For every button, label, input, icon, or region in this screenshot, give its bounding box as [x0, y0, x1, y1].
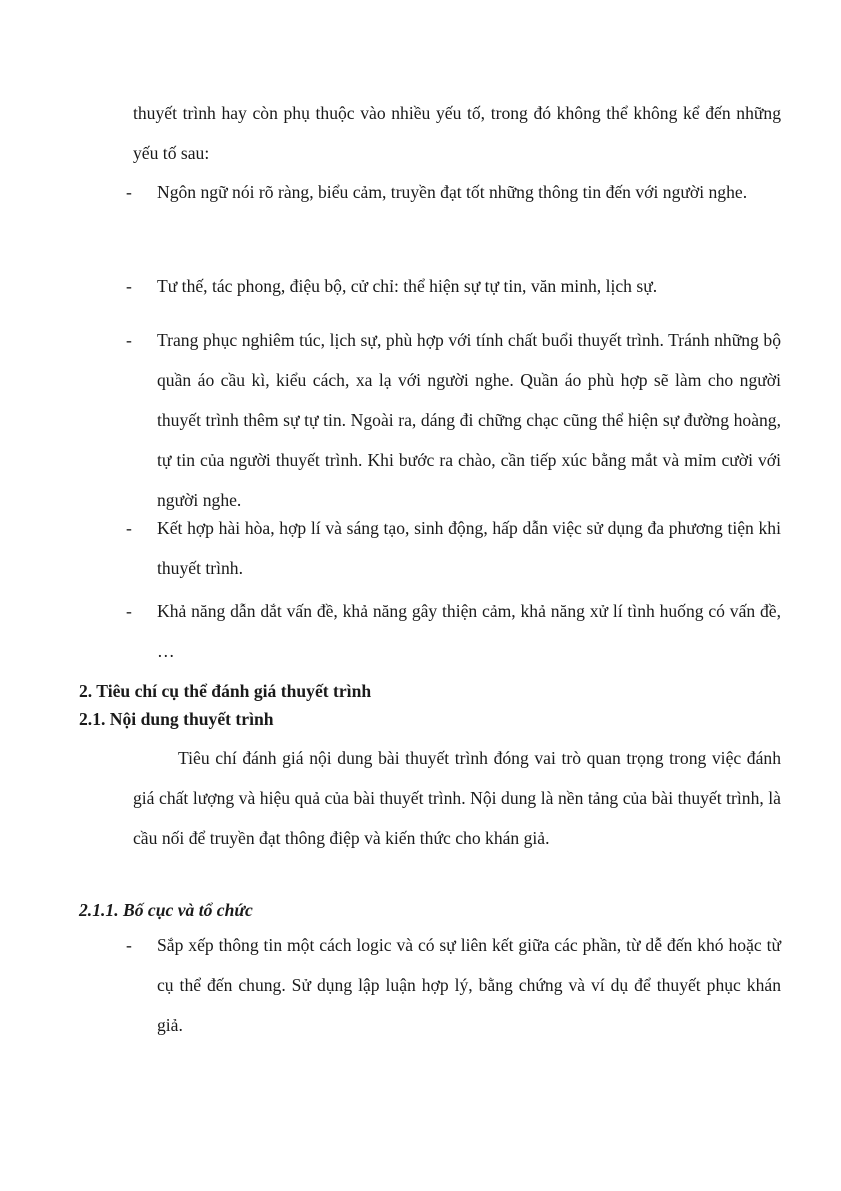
list-item — [126, 320, 781, 520]
bullet-dash: - — [126, 276, 132, 296]
list-item — [126, 925, 781, 1045]
section-heading: 2. Tiêu chí cụ thể đánh giá thuyết trình — [79, 681, 372, 701]
intro-paragraph: thuyết trình hay còn phụ thuộc vào nhiều yếu tố, trong đó không thể không kể đến những yếu tố sau: — [133, 103, 781, 163]
list-item-text: Ngôn ngữ nói rõ ràng, biểu cảm, truyền đạt tốt những thông tin đến với người nghe. — [157, 182, 748, 202]
list-item-text: Tư thế, tác phong, điệu bộ, cử chỉ: thể hiện sự tự tin, văn minh, lịch sự. — [157, 276, 658, 296]
bullet-dash: - — [126, 518, 132, 538]
bullet-dash: - — [126, 182, 132, 202]
list-item-text: Kết hợp hài hòa, hợp lí và sáng tạo, sinh động, hấp dẫn việc sử dụng đa phương tiện khi thuyết trình. — [157, 518, 781, 578]
list-item-text: Khả năng dẫn dắt vấn đề, khả năng gây thiện cảm, khả năng xử lí tình huống có vấn đề, … — [157, 601, 781, 661]
list-item — [126, 172, 781, 212]
bullet-dash: - — [126, 935, 132, 955]
subsection-heading: 2.1. Nội dung thuyết trình — [79, 709, 274, 729]
subsubsection-heading: 2.1.1. Bố cục và tổ chức — [79, 900, 253, 920]
list-item — [126, 508, 781, 588]
list-item — [126, 266, 781, 306]
list-item — [126, 591, 781, 671]
bullet-dash: - — [126, 601, 132, 621]
list-item-text: Sắp xếp thông tin một cách logic và có sự liên kết giữa các phần, từ dễ đến khó hoặc từ cụ thể đến chung. Sử dụng lập luận hợp lý, bằng chứng và ví dụ để thuyết phục khán giả. — [157, 935, 781, 1035]
list-item-text: Trang phục nghiêm túc, lịch sự, phù hợp với tính chất buổi thuyết trình. Tránh những bộ quần áo cầu kì, kiểu cách, xa lạ với người nghe. Quần áo phù hợp sẽ làm cho người thuyết trình thêm sự tự tin. Ngoài ra, dáng đi chững chạc cũng thể hiện sự đường hoàng, tự tin của người thuyết trình. Khi bước ra chào, cần tiếp xúc bằng mắt và mỉm cười với người nghe. — [157, 330, 781, 510]
bullet-dash: - — [126, 330, 132, 350]
content-paragraph: Tiêu chí đánh giá nội dung bài thuyết trình đóng vai trò quan trọng trong việc đánh giá chất lượng và hiệu quả của bài thuyết trình. Nội dung là nền tảng của bài thuyết trình, là cầu nối để truyền đạt thông điệp và kiến thức cho khán giả. — [133, 748, 781, 848]
